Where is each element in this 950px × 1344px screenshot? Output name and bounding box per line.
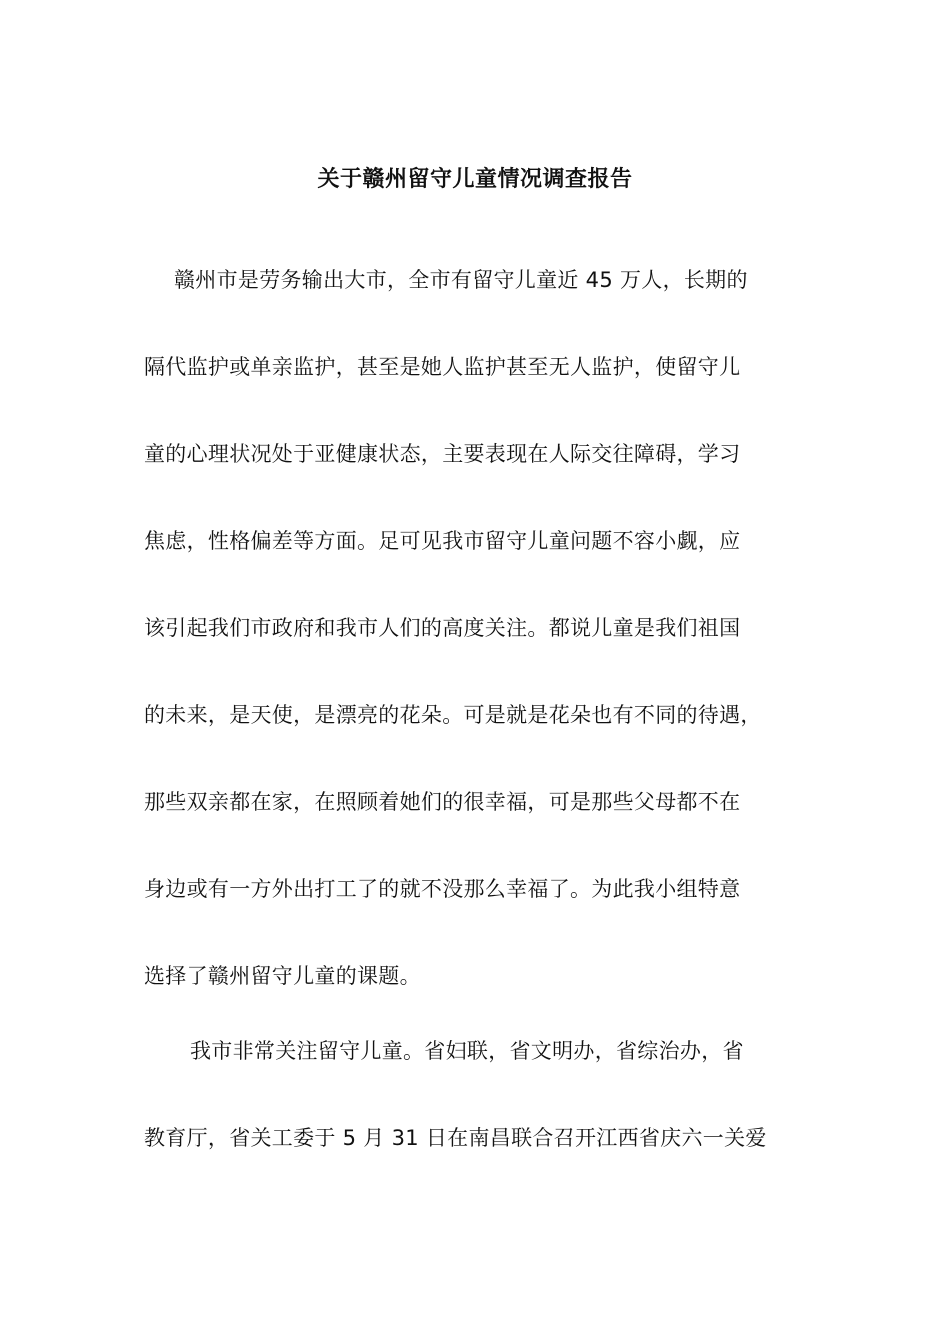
- paragraph-1-line-1: 赣州市是劳务输出大市，全市有留守儿童近 45 万人，长期的: [174, 268, 748, 292]
- paragraph-2-line-2: 教育厅，省关工委于 5 月 31 日在南昌联合召开江西省庆六一关爱: [144, 1126, 767, 1150]
- paragraph-1-line-4: 焦虑，性格偏差等方面。足可见我市留守儿童问题不容小觑，应: [144, 529, 741, 553]
- paragraph-1-line-5: 该引起我们市政府和我市人们的高度关注。都说儿童是我们祖国: [144, 616, 741, 640]
- paragraph-1-line-2: 隔代监护或单亲监护，甚至是她人监护甚至无人监护，使留守儿: [144, 355, 741, 379]
- paragraph-1-line-3: 童的心理状况处于亚健康状态，主要表现在人际交往障碍，学习: [144, 442, 741, 466]
- paragraph-2-line-1: 我市非常关注留守儿童。省妇联，省文明办，省综治办，省: [190, 1039, 744, 1063]
- paragraph-1-line-8: 身边或有一方外出打工了的就不没那么幸福了。为此我小组特意: [144, 877, 741, 901]
- document-title: 关于赣州留守儿童情况调查报告: [317, 167, 633, 192]
- paragraph-1-line-6: 的未来，是天使，是漂亮的花朵。可是就是花朵也有不同的待遇，: [144, 703, 762, 727]
- paragraph-1-line-7: 那些双亲都在家，在照顾着她们的很幸福，可是那些父母都不在: [144, 790, 741, 814]
- paragraph-1-line-9: 选择了赣州留守儿童的课题。: [144, 964, 421, 988]
